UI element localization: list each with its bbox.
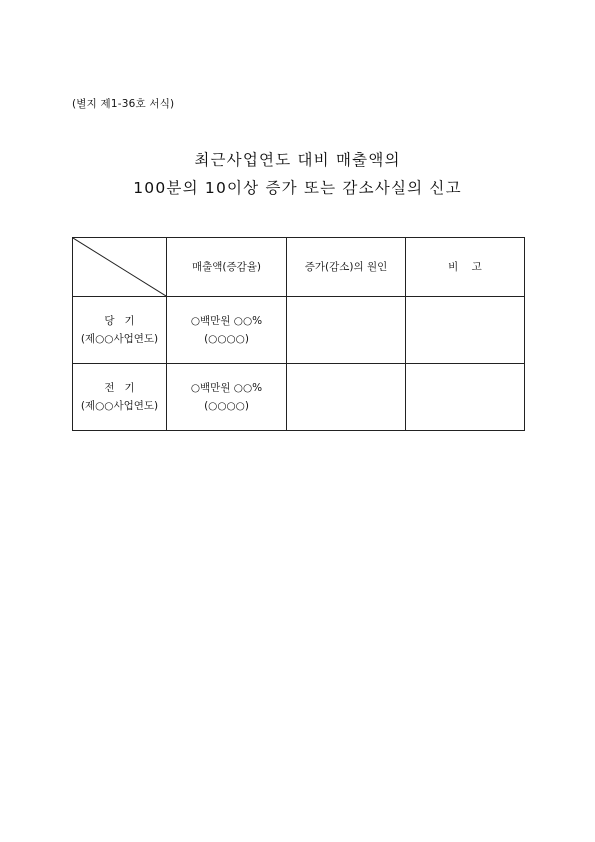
diagonal-line (73, 238, 166, 296)
period-label-previous: 전 기 (104, 382, 135, 394)
period-year-previous: (제○○사업연도) (80, 400, 159, 412)
document-title-line-2: 100분의 10이상 증가 또는 감소사실의 신고 (133, 179, 462, 197)
cause-cell-current (287, 297, 406, 364)
header-sales (167, 238, 287, 297)
header-remarks-label: 비 고 (448, 261, 482, 273)
table-row-previous (73, 364, 525, 431)
remarks-cell-previous (406, 364, 525, 431)
sales-value-previous: ○백만원 ○○% (190, 382, 263, 394)
period-cell-current (73, 297, 167, 364)
sales-value-current: ○백만원 ○○% (190, 315, 263, 327)
header-cause (287, 238, 406, 297)
sales-change-report-table (72, 237, 525, 431)
form-number-label: (별지 제1-36호 서식) (72, 98, 175, 110)
header-corner-cell (73, 238, 167, 297)
sales-cell-previous (167, 364, 287, 431)
table-header-row (73, 238, 525, 297)
header-sales-label: 매출액(증감율) (191, 261, 262, 273)
sales-amount-previous: (○○○○) (204, 400, 249, 412)
document-title-line-1: 최근사업연도 대비 매출액의 (194, 151, 401, 169)
cause-cell-previous (287, 364, 406, 431)
table-row-current (73, 297, 525, 364)
period-label-current: 당 기 (104, 315, 135, 327)
header-cause-label: 증가(감소)의 원인 (304, 261, 388, 273)
remarks-cell-current (406, 297, 525, 364)
sales-amount-current: (○○○○) (204, 333, 249, 345)
header-remarks (406, 238, 525, 297)
period-year-current: (제○○사업연도) (80, 333, 159, 345)
sales-cell-current (167, 297, 287, 364)
period-cell-previous (73, 364, 167, 431)
